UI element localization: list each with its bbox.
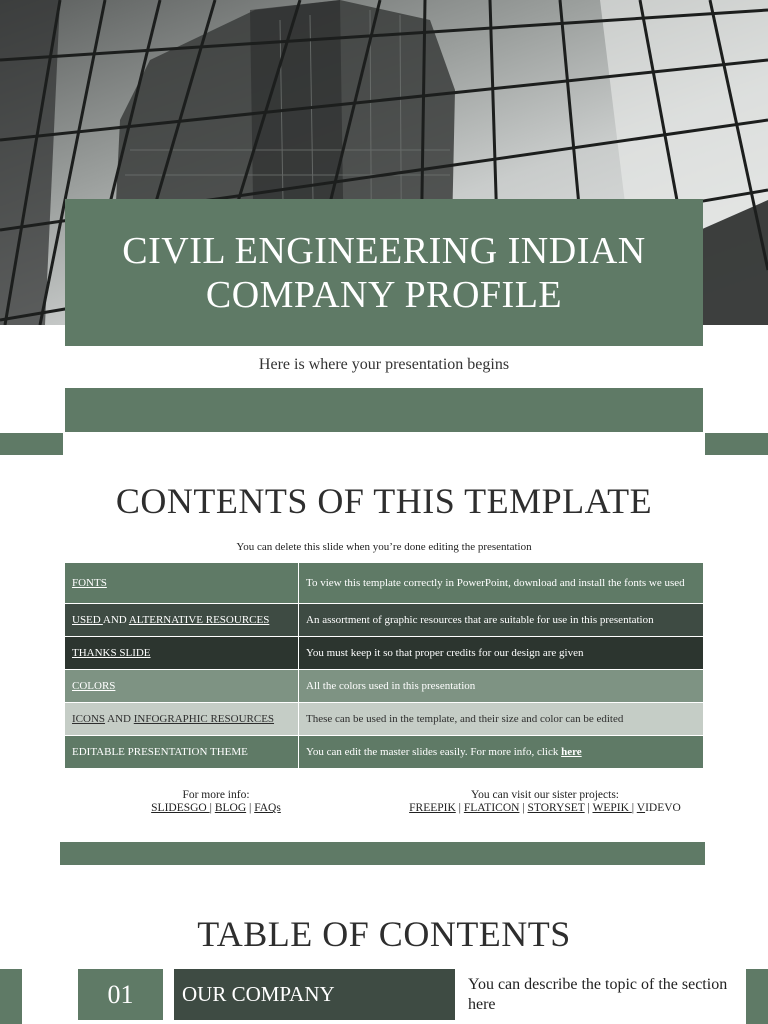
contents-note: You can delete this slide when you’re done editing the presentation <box>236 541 532 553</box>
resource-link[interactable]: ALTERNATIVE RESOURCES <box>128 614 270 626</box>
resources-row <box>65 736 704 769</box>
left-side-tab <box>0 433 63 455</box>
resource-name-cell <box>65 670 299 703</box>
toc-item-description: You can describe the topic of the section here <box>468 976 728 1013</box>
resource-link[interactable]: ICONS <box>72 713 106 725</box>
resource-description-cell <box>299 670 704 703</box>
link-videvo[interactable]: V <box>636 802 646 814</box>
resources-row <box>65 604 704 637</box>
resource-link[interactable]: INFOGRAPHIC RESOURCES <box>133 713 275 725</box>
contents-bottom-bar <box>60 842 705 865</box>
cover-subtitle: Here is where your presentation begins <box>258 356 510 373</box>
resource-name-cell <box>65 604 299 637</box>
cover-title-box <box>65 199 703 346</box>
resources-row <box>65 670 704 703</box>
resource-label: AND <box>102 614 129 626</box>
resource-description-cell <box>299 637 704 670</box>
right-side-tab <box>705 433 768 455</box>
more-info-label: For more info: <box>182 789 250 801</box>
sister-projects-block: You can visit our sister projects: FREEPIK | FLATICON | STORYSET | WEPIK | VIDEVO <box>380 789 710 814</box>
resource-description: To view this template correctly in PowerPoint, download and install the fonts we used <box>306 577 685 589</box>
resource-description-cell <box>299 563 704 604</box>
resources-row <box>65 563 704 604</box>
resource-description-cell <box>299 736 704 769</box>
resource-link[interactable]: FONTS <box>72 577 107 589</box>
more-info-block: For more info: SLIDESGO | BLOG | FAQs <box>120 789 312 814</box>
cover-bottom-bar <box>65 388 703 432</box>
toc-title: TABLE OF CONTENTS <box>197 914 571 954</box>
link-freepik[interactable]: FREEPIK <box>409 802 456 814</box>
resource-label: AND <box>105 713 134 725</box>
cover-title: CIVIL ENGINEERING INDIAN COMPANY PROFILE <box>122 229 646 316</box>
link-flaticon[interactable]: FLATICON <box>463 802 520 814</box>
resource-link[interactable]: COLORS <box>72 680 116 692</box>
videvo-tail: IDEVO <box>645 802 681 814</box>
resource-description-cell <box>299 703 704 736</box>
sister-projects-label: You can visit our sister projects: <box>470 789 619 801</box>
resource-label: EDITABLE PRESENTATION THEME <box>72 746 248 758</box>
link-blog[interactable]: BLOG <box>214 802 247 814</box>
resource-name-cell <box>65 637 299 670</box>
resource-description-cell <box>299 604 704 637</box>
link-slidesgo[interactable]: SLIDESGO <box>151 802 210 814</box>
resources-row <box>65 637 704 670</box>
here-link[interactable]: here <box>561 746 582 758</box>
resource-name-cell <box>65 703 299 736</box>
link-wepik[interactable]: WEPIK <box>592 802 632 814</box>
resources-row <box>65 703 704 736</box>
link-storyset[interactable]: STORYSET <box>527 802 585 814</box>
resource-description: These can be used in the template, and their size and color can be edited <box>306 713 624 725</box>
toc-item-number: 01 <box>78 969 163 1020</box>
link-faqs[interactable]: FAQs <box>254 802 281 814</box>
resource-name-cell <box>65 563 299 604</box>
resource-description: You can edit the master slides easily. For more info, click <box>306 746 562 758</box>
contents-title: CONTENTS OF THIS TEMPLATE <box>115 481 653 521</box>
toc-right-edge <box>746 969 768 1024</box>
resources-table <box>64 562 704 769</box>
resource-description: All the colors used in this presentation <box>306 680 476 692</box>
resource-description: An assortment of graphic resources that are suitable for use in this presentation <box>306 614 654 626</box>
resource-name-cell <box>65 736 299 769</box>
toc-item-name: OUR COMPANY <box>174 969 455 1020</box>
resource-link[interactable]: THANKS SLIDE <box>72 647 151 659</box>
resource-description: You must keep it so that proper credits for our design are given <box>306 647 584 659</box>
resource-link[interactable]: USED <box>72 614 103 626</box>
toc-left-edge <box>0 969 22 1024</box>
